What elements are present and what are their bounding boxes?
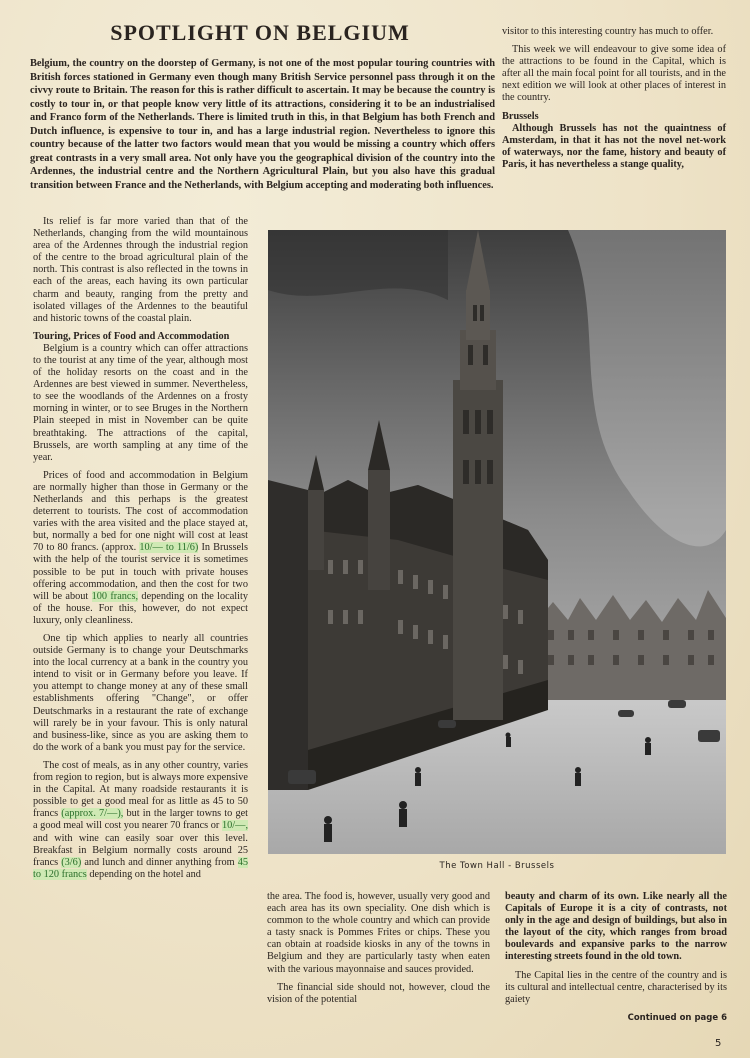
left-column: [33, 216, 248, 887]
town-hall-photo: [268, 230, 726, 854]
highlight-meal-4: 45 to 120 francs: [33, 856, 249, 880]
continued-note: Continued on page 6: [627, 1012, 727, 1023]
highlight-meal-1: (approx. 7/—),: [61, 808, 124, 820]
right-bottom-column: [505, 891, 727, 1024]
photo-caption: The Town Hall - Brussels: [439, 861, 555, 871]
article-lead: Belgium, the country on the doorstep of Germany, is not one of the most popular touring countries with British forces stationed in Germany even though many British Service personnel pass through it on the civvy route to Britain. The reason for this is rather difficult to ascertain. It may be because the country is costly to tour in, or that people know very little of its attractions, considering it to be an industrialised and Franco form of the Netherlands. There is limited truth in this, in that Belgium has both French and Dutch influence, is expensive to tour in, and has a large industrial region. Nevertheless to ignore this country because of the latter two factors would mean that you would be missing a country which offers great contrasts in a very small area. Not only have you the geographical division of the country into the Ardennes, the industrial centre and the Northern Agricultural Plain, but you also have this gradual transition between France and the Netherlands, with Belgium accepting and moderating both influences.: [30, 58, 495, 191]
touring-paragraph: Belgium is a country which can offer attractions to the tourist at any time of the year, although most of the holiday resorts on the coast and in the Ardennes are best viewed in summer. Nevertheless, to see the woodlands of the Ardennes on a frosty morning in winter, or to see Bruges in the Northern Plain steeped in mist in November can be quite breathtaking. The attractions of the capital, Brussels, are worth sampling at any time of the year.: [33, 342, 248, 463]
right-bottom-p2: The Capital lies in the centre of the country and is its cultural and intellectual centre, characterised by its gaiety: [505, 969, 727, 1005]
right-top-p2: This week we will endeavour to give some idea of the attractions to be found in the Capital, which is after all the main focal point for all tourists, and in the next edition we will look at other places of interest in the country.: [502, 44, 726, 104]
prices-paragraph: Prices of food and accommodation in Belgium are normally higher than those in Germany or the Netherlands and this perhaps is the greatest deterrent to tourists. The cost of accommodation varies with the area visited and the place stayed at, but, normally a bed for one night will cost at least 70 to 80 francs. (approx. 10/— to 11/6) In Brussels with the help of the tourist service it is sometimes possible to be put in touch with private houses offering accommodation, and then the cost for two will be about 100 francs, depending on the locality of the house. For this, however, do not expect luxury, only cleanliness.: [33, 469, 249, 626]
section-heading-touring: Touring, Prices of Food and Accommodation: [33, 330, 230, 342]
highlight-meal-3: (3/6): [61, 856, 82, 868]
middle-column: [267, 891, 490, 1012]
town-hall-illustration: [268, 230, 726, 854]
article-title: SPOTLIGHT ON BELGIUM: [110, 20, 410, 45]
middle-p2: The financial side should not, however, cloud the vision of the potential: [267, 981, 490, 1005]
section-heading-brussels: Brussels: [502, 110, 539, 122]
page-number: 5: [715, 1038, 722, 1049]
middle-p1: the area. The food is, however, usually very good and each area has its own speciality. One dish which is common to the whole country and which can provide a tasty snack is Pommes Frites or chips. These you can obtain at roadside kiosks in any of the towns in Belgium and they are particularly tasty when eaten with the various mayonnaise and sauces provided.: [267, 891, 490, 975]
highlight-meal-2: 10/—,: [221, 820, 249, 832]
right-top-p3: Although Brussels has not the quaintness of Amsterdam, in that it has not the novel net-work of waterways, nor the fame, history and beauty of Paris, it has nevertheless a stange quality,: [502, 122, 726, 170]
highlight-price-2: 100 francs,: [91, 590, 139, 602]
right-bottom-p1: beauty and charm of its own. Like nearly all the Capitals of Europe it is a city of contrasts, not only in the age and design of buildings, but also in the layout of the city, which ranges from broad boulevards and expansive parks to the narrow interesting streets found in the old town.: [505, 891, 727, 963]
tip-paragraph: One tip which applies to nearly all countries outside Germany is to change your Deutschmarks into the local currency at a bank in the country you intend to visit or in Germany before you leave. If you attempt to change money at any of these small establishments offering "Change", or offer Deutschmarks in a restaurant the rate of exchange will rarely be in your favour. This is only natural and business-like, since as you are asking them to do the work of a bank you must pay for the service.: [33, 633, 248, 753]
right-top-column: [502, 26, 726, 177]
right-top-p1: visitor to this interesting country has much to offer.: [502, 26, 714, 37]
relief-paragraph: Its relief is far more varied than that of the Netherlands, changing from the wild mountainous area of the Ardennes through the industrial region of the centre to the broad agricultural plain of the north. This contrast is also reflected in the towns in each of the areas, each having its own particular charm and beauty, ranging from the pretty and isolated villages of the Ardennes to the beautiful and historic towns of the coastal plain.: [33, 216, 248, 324]
highlight-price-1: 10/— to 11/6): [139, 542, 199, 554]
meals-paragraph: The cost of meals, as in any other country, varies from region to region, but is always more expensive in the Capital. At many roadside restaurants it is possible to get a good meal for as little as 45 to 50 francs (approx. 7/—), but in the larger towns to get a good meal will cost you nearer 70 francs or 10/—, and with wine can easily soar over this level. Breakfast in Belgium normally costs around 25 francs (3/6) and lunch and dinner anything from 45 to 120 francs depending on the hotel and: [33, 759, 249, 880]
